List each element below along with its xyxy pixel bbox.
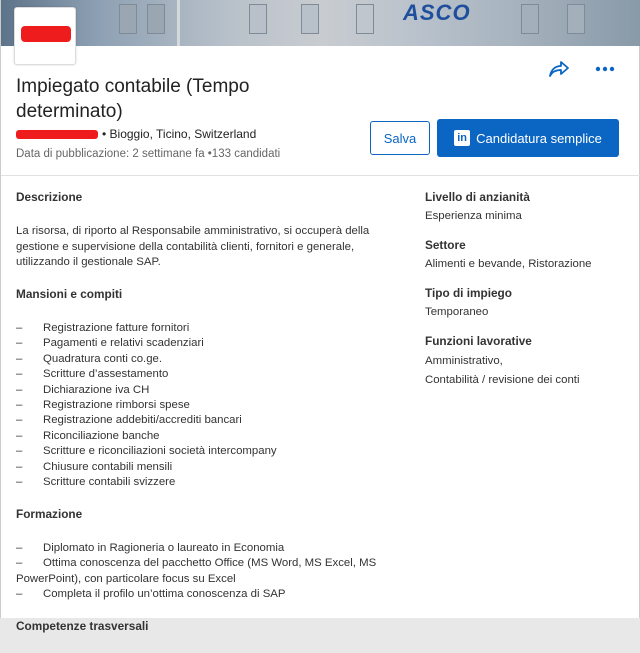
banner-window (249, 4, 267, 34)
description-intro: La risorsa, di riporto al Responsabile amministrativo, si occuperà della gestione e supervisione della contabilità clienti, fornitori e generale, utilizzando il gestionale SAP. (16, 225, 370, 269)
banner-window (147, 4, 165, 34)
company-location-line (16, 127, 256, 141)
dash-marker: – (16, 352, 23, 365)
banner-stripe (177, 0, 180, 46)
employment-type-value: Temporaneo (425, 306, 489, 318)
task-text: Scritture contabili svizzere (43, 476, 176, 489)
list-item (16, 429, 396, 444)
banner-window (567, 4, 585, 34)
redaction-mark (21, 26, 71, 42)
company-logo[interactable] (14, 7, 76, 65)
linkedin-icon: in (454, 130, 470, 146)
dash-marker: – (16, 541, 23, 554)
list-item (16, 556, 396, 587)
dash-marker: – (16, 429, 23, 442)
dash-marker: – (16, 445, 23, 458)
list-item (16, 587, 396, 602)
sector-value: Alimenti e bevande, Ristorazione (425, 258, 592, 270)
task-text: Quadratura conti co.ge. (43, 352, 163, 365)
task-text: Scritture d’assestamento (43, 368, 169, 381)
list-item (16, 541, 396, 556)
job-description (16, 190, 396, 653)
job-criteria (425, 190, 625, 390)
task-text: Registrazione fatture fornitori (43, 322, 190, 335)
job-title: Impiegato contabile (Tempo determinato) (16, 76, 250, 122)
skills-heading: Competenze trasversali (16, 618, 149, 633)
share-icon-glyph (548, 60, 570, 78)
dash-marker: – (16, 337, 23, 350)
task-text: Chiusure contabili mensili (43, 460, 173, 473)
seniority-value: Esperienza minima (425, 210, 522, 222)
dash-marker: – (16, 414, 23, 427)
list-item (16, 383, 396, 398)
task-text: Scritture e riconciliazioni società intercompany (43, 445, 277, 458)
tasks-heading: Mansioni e compiti (16, 286, 123, 301)
job-functions-value: Contabilità / revisione dei conti (425, 374, 580, 386)
easy-apply-button[interactable] (437, 119, 619, 157)
list-item (16, 321, 396, 336)
banner-window (521, 4, 539, 34)
task-text: Registrazione addebiti/accrediti bancari (43, 414, 242, 427)
seniority-label: Livello di anzianità (425, 190, 530, 204)
education-text: Completa il profilo un’ottima conoscenza di SAP (43, 588, 286, 601)
list-item (16, 444, 396, 459)
banner-brand-text: ASCO (403, 0, 471, 25)
job-functions-label: Funzioni lavorative (425, 334, 532, 348)
task-text: Registrazione rimborsi spese (43, 399, 190, 412)
employment-type-label: Tipo di impiego (425, 286, 512, 300)
task-text: Pagamenti e relativi scadenziari (43, 337, 204, 350)
education-text: Ottima conoscenza del pacchetto Office (MS Word, MS Excel, MS PowerPoint), con particolare focus su Excel (16, 557, 377, 585)
tasks-list (16, 321, 396, 490)
redacted-company-name (16, 130, 98, 139)
easy-apply-label: Candidatura semplice (476, 130, 602, 146)
list-item (16, 352, 396, 367)
task-text: Riconciliazione banche (43, 429, 160, 442)
job-location: • Bioggio, Ticino, Switzerland (102, 127, 257, 141)
dash-marker: – (16, 476, 23, 489)
list-item (16, 367, 396, 382)
education-list (16, 541, 396, 603)
section-divider (1, 175, 640, 176)
banner-window (356, 4, 374, 34)
company-banner-image (1, 0, 640, 46)
education-heading: Formazione (16, 506, 83, 521)
education-text: Diplomato in Ragioneria o laureato in Economia (43, 541, 285, 554)
banner-window (119, 4, 137, 34)
share-icon[interactable] (547, 58, 571, 80)
list-item (16, 475, 396, 490)
more-options-icon[interactable] (593, 58, 617, 80)
list-item (16, 398, 396, 413)
dash-marker: – (16, 557, 23, 570)
description-heading: Descrizione (16, 190, 83, 204)
list-item (16, 460, 396, 475)
dash-marker: – (16, 399, 23, 412)
posting-meta: Data di pubblicazione: 2 settimane fa •133 candidati (16, 148, 281, 160)
dash-marker: – (16, 460, 23, 473)
task-text: Dichiarazione iva CH (43, 383, 150, 396)
header-actions (547, 58, 617, 80)
dash-marker: – (16, 368, 23, 381)
banner-window (301, 4, 319, 34)
dash-marker: – (16, 588, 23, 601)
dash-marker: – (16, 322, 23, 335)
save-button[interactable]: Salva (370, 121, 430, 155)
ellipsis-icon (595, 66, 615, 72)
list-item (16, 413, 396, 428)
sector-label: Settore (425, 238, 466, 252)
dash-marker: – (16, 383, 23, 396)
list-item (16, 336, 396, 351)
job-functions-value: Amministrativo, (425, 355, 503, 367)
